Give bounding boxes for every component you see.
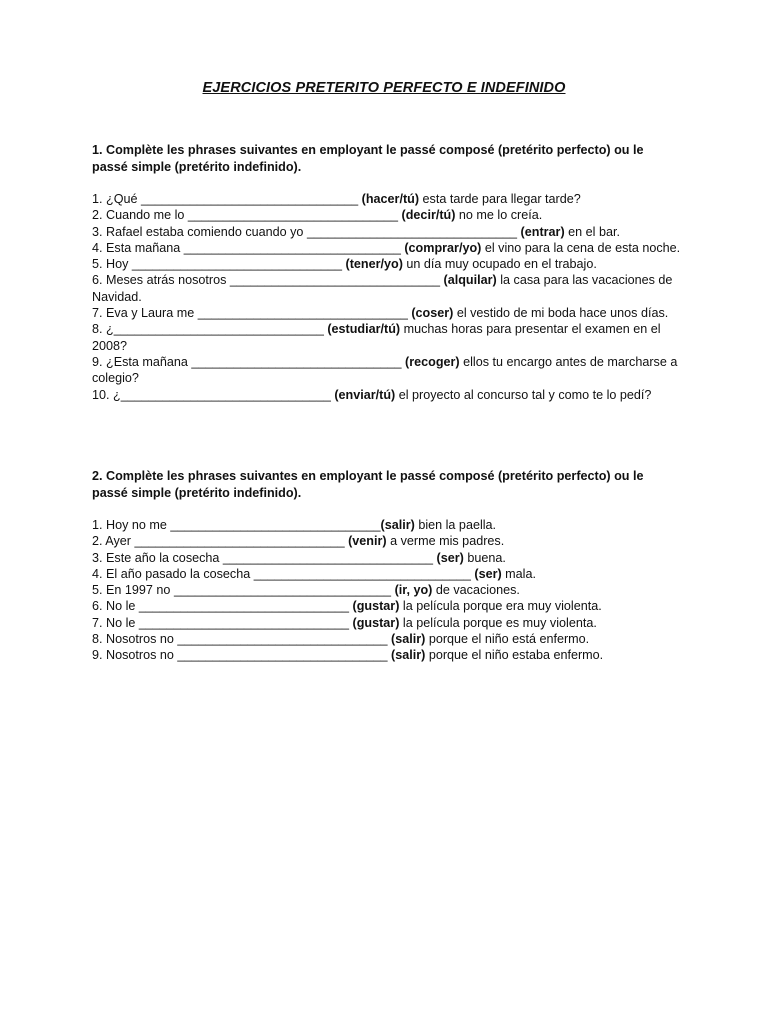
answer-blank: _______________________________ bbox=[253, 566, 471, 581]
exercise-item bbox=[92, 207, 682, 223]
sentence-end: la película porque era muy violenta. bbox=[399, 599, 602, 614]
sentence-end: muchas horas para presentar el examen en el 2008? bbox=[92, 322, 661, 353]
verb-hint: (recoger) bbox=[401, 354, 460, 369]
answer-blank: ______________________________ bbox=[191, 354, 402, 369]
verb-hint: (gustar) bbox=[349, 599, 400, 614]
answer-blank: ______________________________ bbox=[120, 387, 331, 402]
answer-blank: ______________________________ bbox=[197, 306, 408, 321]
answer-blank: ______________________________ bbox=[170, 518, 381, 532]
answer-blank: ______________________________ bbox=[138, 599, 350, 614]
exercise-list bbox=[92, 517, 682, 664]
answer-blank: ______________________________ bbox=[222, 550, 434, 565]
sentence-start: 10. ¿ bbox=[92, 387, 121, 402]
exercise-item bbox=[92, 354, 682, 387]
sentence-start: 3. Rafael estaba comiendo cuando yo bbox=[92, 224, 307, 239]
sentence-end: un día muy ocupado en el trabajo. bbox=[402, 257, 597, 272]
sentence-end: mala. bbox=[501, 566, 536, 581]
sentence-start: 3. Este año la cosecha bbox=[92, 550, 223, 565]
answer-blank: _______________________________ bbox=[183, 240, 401, 255]
verb-hint: (salir) bbox=[387, 632, 426, 647]
sentence-start: 6. No le bbox=[92, 599, 139, 614]
sentence-start: 2. Ayer bbox=[92, 534, 135, 549]
verb-hint: (alquilar) bbox=[440, 273, 497, 288]
sentence-start: 2. Cuando me lo bbox=[92, 208, 188, 223]
sentence-end: la casa para las vacaciones de Navidad. bbox=[92, 273, 673, 304]
page-title: EJERCICIOS PRETERITO PERFECTO E INDEFINIDO bbox=[202, 80, 566, 96]
sentence-end: bien la paella. bbox=[414, 518, 497, 532]
verb-hint: (comprar/yo) bbox=[400, 240, 482, 255]
sentence-end: el proyecto al concurso tal y como te lo pedí? bbox=[395, 387, 652, 402]
answer-blank: ______________________________ bbox=[229, 273, 441, 288]
answer-blank: ______________________________ bbox=[177, 648, 388, 663]
exercise-item bbox=[92, 387, 682, 403]
answer-blank: ______________________________ bbox=[306, 224, 518, 239]
verb-hint: (decir/tú) bbox=[398, 208, 456, 223]
exercise-item bbox=[92, 582, 682, 598]
exercise-item bbox=[92, 550, 682, 566]
answer-blank: ______________________________ bbox=[131, 257, 343, 272]
exercise-item bbox=[92, 533, 682, 549]
sentence-end: buena. bbox=[463, 550, 506, 565]
exercise-instruction: 2. Complète les phrases suivantes en employant le passé composé (pretérito perfecto) ou le passé simple (pretérito indefinido). bbox=[92, 469, 644, 500]
exercise-list bbox=[92, 191, 682, 403]
verb-hint: (entrar) bbox=[517, 224, 565, 239]
exercise-item bbox=[92, 305, 682, 321]
answer-blank: ______________________________ bbox=[177, 632, 388, 647]
exercise-item bbox=[92, 256, 682, 272]
sentence-start: 5. En 1997 no bbox=[92, 583, 174, 598]
sentence-start: 7. Eva y Laura me bbox=[92, 306, 198, 321]
sentence-end: no me lo creía. bbox=[455, 208, 543, 223]
exercise-instruction: 1. Complète les phrases suivantes en employant le passé composé (pretérito perfecto) ou le passé simple (pretérito indefinido). bbox=[92, 143, 644, 174]
sentence-end: la película porque es muy violenta. bbox=[399, 615, 597, 630]
sentence-end: de vacaciones. bbox=[432, 583, 520, 598]
exercise-item bbox=[92, 615, 682, 631]
answer-blank: ______________________________ bbox=[134, 534, 345, 549]
exercise-item bbox=[92, 191, 682, 207]
sentence-start: 1. Hoy no me bbox=[92, 518, 171, 532]
exercise-section-2 bbox=[92, 468, 682, 664]
verb-hint: (ir, yo) bbox=[391, 583, 433, 598]
sentence-start: 4. El año pasado la cosecha bbox=[92, 566, 254, 581]
verb-hint: (venir) bbox=[344, 534, 387, 549]
sentence-end: esta tarde para llegar tarde? bbox=[419, 192, 581, 206]
sentence-end: el vino para la cena de esta noche. bbox=[481, 240, 681, 255]
verb-hint: (tener/yo) bbox=[342, 257, 403, 272]
sentence-end: porque el niño estaba enfermo. bbox=[425, 648, 604, 663]
sentence-start: 6. Meses atrás nosotros bbox=[92, 273, 230, 288]
sentence-start: 7. No le bbox=[92, 615, 139, 630]
answer-blank: _______________________________ bbox=[141, 192, 359, 206]
exercise-item bbox=[92, 517, 682, 533]
exercise-item bbox=[92, 272, 682, 305]
sentence-start: 9. ¿Esta mañana bbox=[92, 354, 192, 369]
answer-blank: ______________________________ bbox=[138, 615, 350, 630]
answer-blank: ______________________________ bbox=[187, 208, 399, 223]
verb-hint: (hacer/tú) bbox=[358, 192, 420, 206]
verb-hint: (ser) bbox=[470, 566, 502, 581]
sentence-start: 1. ¿Qué bbox=[92, 192, 141, 206]
verb-hint: (ser) bbox=[433, 550, 464, 565]
exercise-item bbox=[92, 224, 682, 240]
sentence-start: 5. Hoy bbox=[92, 257, 132, 272]
sentence-end: en el bar. bbox=[564, 224, 620, 239]
exercise-item bbox=[92, 321, 682, 354]
verb-hint: (salir) bbox=[380, 518, 415, 532]
sentence-end: ellos tu encargo antes de marcharse a colegio? bbox=[92, 354, 678, 386]
exercise-item bbox=[92, 631, 682, 647]
exercise-section-1 bbox=[92, 142, 682, 403]
verb-hint: (salir) bbox=[387, 648, 426, 663]
answer-blank: ______________________________ bbox=[113, 322, 324, 337]
sentence-start: 9. Nosotros no bbox=[92, 648, 178, 663]
sentence-start: 8. Nosotros no bbox=[92, 632, 178, 647]
sentence-end: a verme mis padres. bbox=[386, 534, 505, 549]
exercise-item bbox=[92, 240, 682, 256]
sentence-end: porque el niño está enfermo. bbox=[425, 632, 590, 647]
verb-hint: (enviar/tú) bbox=[330, 387, 396, 402]
verb-hint: (estudiar/tú) bbox=[323, 322, 401, 337]
verb-hint: (gustar) bbox=[349, 615, 400, 630]
exercise-item bbox=[92, 598, 682, 614]
sentence-start: 8. ¿ bbox=[92, 322, 114, 337]
answer-blank: _______________________________ bbox=[173, 583, 392, 598]
sentence-end: el vestido de mi boda hace unos días. bbox=[453, 306, 669, 321]
sentence-start: 4. Esta mañana bbox=[92, 240, 184, 255]
exercise-item bbox=[92, 566, 682, 582]
exercise-item bbox=[92, 647, 682, 663]
verb-hint: (coser) bbox=[407, 306, 454, 321]
